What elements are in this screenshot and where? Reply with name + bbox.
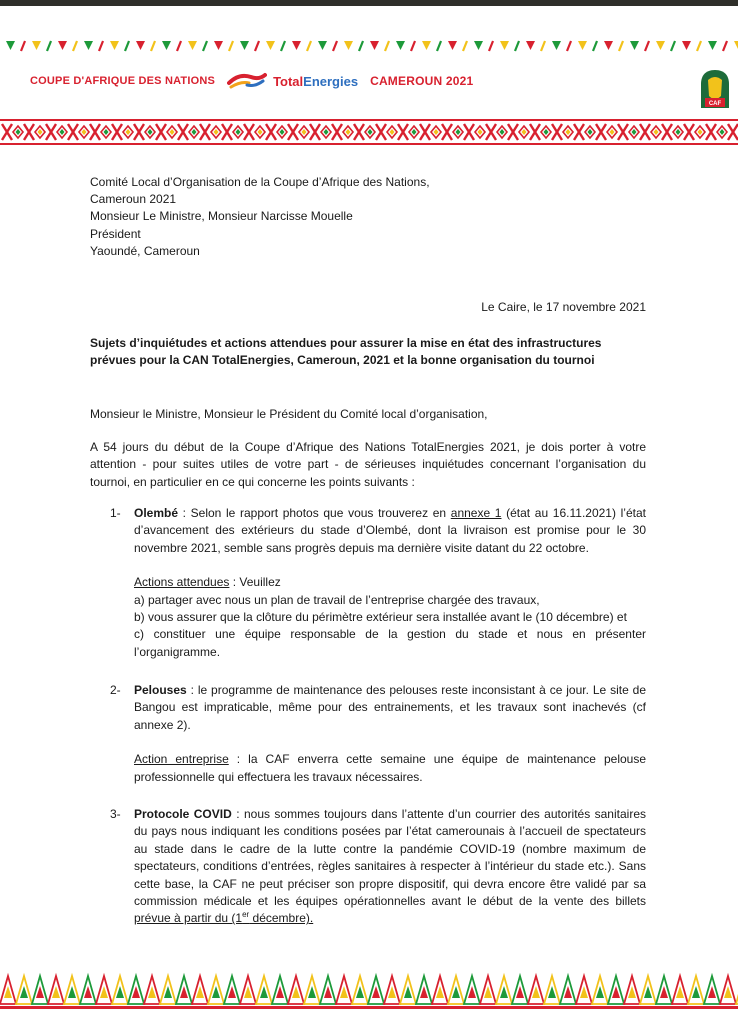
list-item-covid	[90, 806, 646, 928]
action-line: c) constituer une équipe responsable de la gestion du stade et nous en présenter l’organigramme.	[134, 627, 646, 659]
item-title: Olembé	[134, 506, 179, 520]
item-title: Pelouses	[134, 683, 187, 697]
annex-link[interactable]: annexe 1	[450, 506, 502, 520]
action-label: Action entreprise	[134, 752, 229, 767]
intro-paragraph: A 54 jours du début de la Coupe d’Afrique des Nations TotalEnergies 2021, je dois porter à votre attention - pour suites utiles de votre part - de sérieuses inquiétudes concernant l’organisation du tournoi, en particulier en ce qui concerne les points suivants :	[90, 440, 646, 489]
address-line: Yaoundé, Cameroun	[90, 243, 200, 258]
top-decorative-pattern	[0, 36, 738, 56]
item-body	[134, 505, 646, 557]
item-number: 3-	[110, 807, 121, 821]
item-text: : le programme de maintenance des pelouses reste inconsistant à ce jour. Le site de Bangou est impraticable, même pour des entrainements, et les travaux sont inachevés (cf annexe 2).	[134, 683, 646, 732]
letterhead-left-text: COUPE D'AFRIQUE DES NATIONS	[30, 75, 216, 87]
top-dark-bar	[0, 0, 738, 6]
letterhead	[30, 66, 500, 96]
footer-decorative-pattern	[0, 968, 738, 1010]
recipient-address	[90, 174, 648, 260]
item-actions	[134, 751, 646, 786]
action-line: a) partager avec nous un plan de travail de l’entreprise chargée des travaux,	[134, 592, 540, 607]
item-body	[134, 806, 646, 928]
letterhead-right-text: CAMEROUN 2021	[370, 74, 474, 88]
letter-subject: Sujets d’inquiétudes et actions attendues pour assurer la mise en état des infrastructures prévues pour la CAN TotalEnergies, Cameroun, 2021 et la bonne organisation du tournoi	[90, 336, 602, 368]
totalenergies-logo-icon	[227, 71, 267, 91]
list-item-pelouses	[90, 682, 646, 786]
item-text: : nous sommes toujours dans l’attente d’un courrier des autorités sanitaires du pays nous indiquant les conditions posées par l’état camerounais à l’accueil de spectateurs au stade dans le cadre de la lutte contre la pandémie COVID-19 (nombre maximum de spectateurs, conditions d’entrées, règles sanitaires à respecter à l’intérieur du stade etc.). Sans cette base, la CAF ne peut préciser son propre dispositif, qui devra encore être validé par sa commission médicale et les équipes opérationnelles avant le début de la vente des billets	[134, 807, 646, 909]
tail-text: décembre).	[249, 911, 314, 926]
caf-logo-icon	[697, 68, 733, 114]
brand-energies: Energies	[303, 73, 359, 89]
salutation: Monsieur le Ministre, Monsieur le Président du Comité local d’organisation,	[90, 407, 488, 421]
address-line: Cameroun 2021	[90, 192, 177, 207]
action-suffix: : Veuillez	[229, 575, 281, 590]
address-line: Président	[90, 226, 141, 241]
item-tail	[134, 911, 313, 925]
brand-total: Total	[273, 73, 304, 89]
action-text: : la CAF enverra cette semaine une équipe de maintenance pelouse professionnelle qui effectuera les travaux nécessaires.	[134, 752, 647, 784]
item-title: Protocole COVID	[134, 807, 232, 821]
letterhead-brand	[273, 74, 358, 89]
action-line: b) vous assurer que la clôture du périmètre extérieur sera installée avant le (10 décembre) et	[134, 610, 627, 625]
tail-superscript: er	[242, 910, 250, 920]
letter-date: Le Caire, le 17 novembre 2021	[481, 300, 646, 314]
item-text: (état au 16.11.2021) l’état d’avancement des extérieurs du stade d’Olembé, dont la livraison est promise pour le 30 novembre 2021, semble sans progrès depuis ma dernière visite datant du 22 octobre.	[134, 506, 646, 555]
action-label: Actions attendues	[134, 575, 230, 590]
item-number: 2-	[110, 683, 121, 697]
address-line: Monsieur Le Ministre, Monsieur Narcisse Mouelle	[90, 209, 353, 224]
item-actions	[134, 574, 646, 661]
list-item-olembe	[90, 505, 646, 661]
tail-text: prévue à partir du (1	[134, 911, 243, 926]
caf-logo-text: CAF	[708, 101, 722, 107]
item-text: : Selon le rapport photos que vous trouverez en	[178, 506, 451, 520]
item-number: 1-	[110, 506, 121, 520]
header-decorative-band	[0, 119, 738, 145]
address-line: Comité Local d’Organisation de la Coupe d’Afrique des Nations,	[90, 175, 430, 189]
item-body	[134, 682, 646, 734]
